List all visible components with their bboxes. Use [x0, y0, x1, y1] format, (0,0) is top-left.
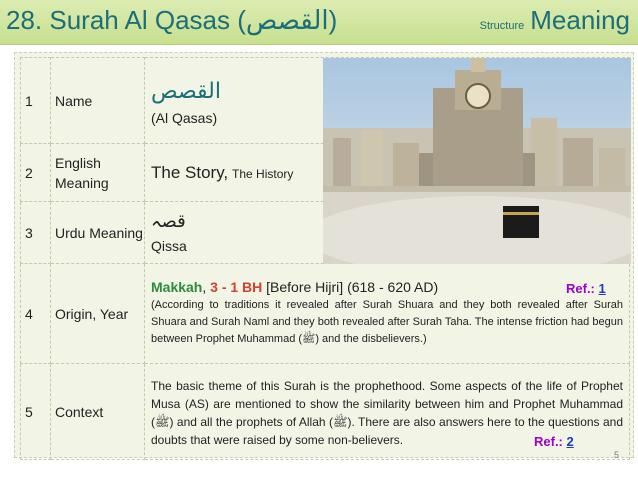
- origin-years: [Before Hijri] (618 - 620 AD): [266, 279, 439, 295]
- ref-link-1[interactable]: 1: [598, 281, 606, 296]
- transliteration: Qissa: [151, 238, 187, 254]
- row-label: Context: [51, 364, 145, 460]
- row-number: 3: [21, 202, 51, 264]
- row-number: 1: [21, 58, 51, 144]
- row-label: Origin, Year: [51, 264, 145, 364]
- row-number: 2: [21, 144, 51, 202]
- row-label: Urdu Meaning: [51, 202, 145, 264]
- row-number: 5: [21, 364, 51, 460]
- origin-note: (According to traditions it revealed after Surah Shuara and they both revealed after Surah Shuara and Surah Naml and they both revealed after Surah Taha. The intense friction had begun between Prophet Muhammad (ﷺ) and the disbelievers.): [151, 299, 623, 345]
- page-number: 5: [614, 450, 620, 460]
- mecca-photo: [323, 58, 631, 264]
- ref-link-2[interactable]: 2: [566, 434, 574, 449]
- row-number: 4: [21, 264, 51, 364]
- context-text: The basic theme of this Surah is the prophethood. Some aspects of the life of Prophet Musa (AS) are mentioned to show the similarity between him and Prophet Muhammad (ﷺ) and all the prophets of Allah (ﷺ). There are also answers here to the questions and doubts that were raised by some non-believers.: [151, 378, 623, 447]
- origin-bh: 3 - 1 BH: [210, 279, 263, 295]
- english-meaning-secondary: The History: [232, 166, 294, 181]
- table-row: [21, 264, 630, 364]
- origin-place: Makkah: [151, 279, 203, 295]
- reference-2: [534, 434, 574, 449]
- origin-line: [151, 279, 623, 295]
- structure-label: Structure: [479, 20, 525, 32]
- transliteration: (Al Qasas): [151, 110, 218, 126]
- meaning-label: Meaning: [530, 5, 630, 35]
- row-value: [145, 264, 630, 364]
- urdu-word: قصہ: [151, 211, 186, 232]
- ref-label: Ref.:: [566, 281, 595, 296]
- ref-label: Ref.:: [534, 434, 563, 449]
- kaaba-clock-tower-image: [323, 58, 631, 264]
- row-label: Name: [51, 58, 145, 144]
- slide-header: [0, 0, 638, 45]
- english-meaning: The Story,: [151, 162, 229, 182]
- slide-title: 28. Surah Al Qasas (القصص): [6, 5, 338, 35]
- structure-meaning-label: [480, 5, 630, 36]
- row-label: English Meaning: [51, 144, 145, 202]
- arabic-name: القصص: [151, 79, 221, 104]
- reference-1: [566, 281, 606, 296]
- origin-sep: ,: [202, 279, 207, 295]
